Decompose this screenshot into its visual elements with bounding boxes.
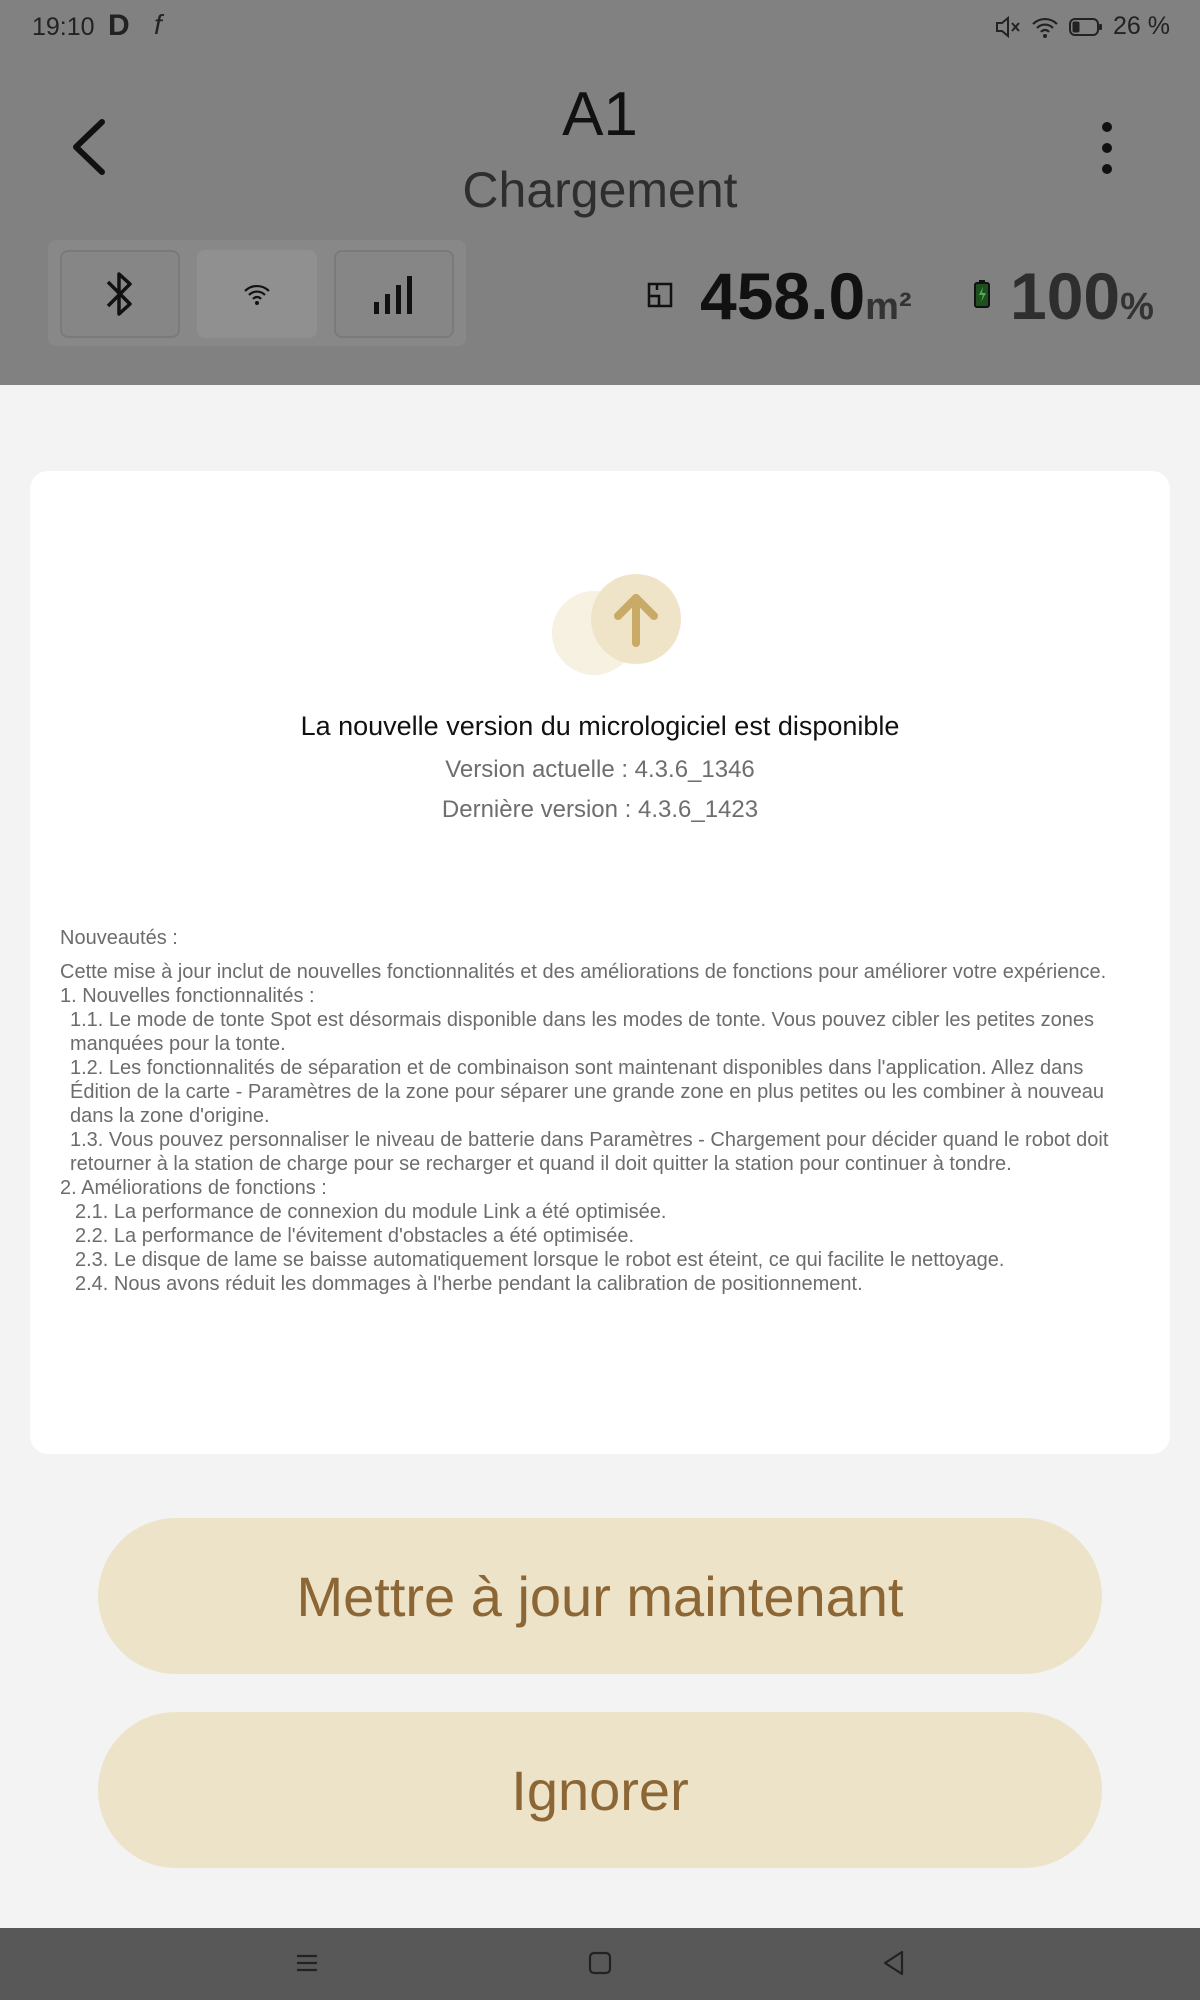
- cellular-signal-icon: [372, 274, 416, 314]
- robot-battery: [1010, 256, 1154, 347]
- battery-icon: [1069, 17, 1103, 37]
- release-note-line: 1.3. Vous pouvez personnaliser le niveau de batterie dans Paramètres - Chargement pour décider quand le robot doit retourner à la station de charge pour se recharger et quand il doit quitter la station pour continuer à tondre.: [70, 1129, 1109, 1175]
- release-note-line: 1.1. Le mode de tonte Spot est désormais disponible dans les modes de tonte. Vous pouvez cibler les petites zones manquées pour la tonte.: [70, 1009, 1094, 1055]
- release-note-line: 2.2. La performance de l'évitement d'obstacles a été optimisée.: [75, 1225, 635, 1247]
- wifi-button[interactable]: [197, 250, 317, 338]
- ignore-button[interactable]: Ignorer: [98, 1712, 1102, 1868]
- firmware-update-card: [30, 471, 1170, 1454]
- bluetooth-button[interactable]: [60, 250, 180, 338]
- release-note-line: Cette mise à jour inclut de nouvelles fonctionnalités et des améliorations de fonctions pour améliorer votre expérience.: [60, 961, 1107, 983]
- release-note-line: 1.2. Les fonctionnalités de séparation et de combinaison sont maintenant disponibles dans l'application. Allez dans Édition de la carte - Paramètres de la zone pour séparer une grande zone en plus petites ou les combiner à nouveau dans la zone d'origine.: [70, 1057, 1104, 1127]
- device-status: Chargement: [462, 162, 738, 218]
- release-note-line: 1. Nouvelles fonctionnalités :: [60, 985, 315, 1007]
- home-icon[interactable]: [588, 1946, 612, 1980]
- release-note-line: 2. Améliorations de fonctions :: [60, 1177, 327, 1199]
- area-value: 458.0: [700, 259, 866, 333]
- back-nav-icon[interactable]: [882, 1946, 906, 1980]
- mowed-area: [700, 256, 912, 347]
- wifi-icon: [1031, 15, 1059, 39]
- area-unit: m²: [865, 286, 912, 328]
- cellular-button[interactable]: [334, 250, 454, 338]
- status-time: 19:10: [32, 13, 95, 41]
- page-title: A1: [562, 80, 638, 149]
- mute-icon: [995, 15, 1021, 39]
- release-note-line: 2.3. Le disque de lame se baisse automatiquement lorsque le robot est éteint, ce qui facilite le nettoyage.: [75, 1249, 1005, 1271]
- app-notification-d-icon: D: [108, 9, 130, 42]
- battery-value: 100: [1010, 259, 1121, 333]
- update-title: La nouvelle version du micrologiciel est disponible: [300, 711, 900, 741]
- charging-battery-icon: [974, 280, 990, 308]
- connection-status-group: [48, 240, 466, 346]
- area-icon: [647, 282, 673, 308]
- wifi-icon: [242, 282, 272, 306]
- recent-apps-icon[interactable]: [295, 1946, 319, 1980]
- release-notes-heading: Nouveautés :: [60, 927, 178, 949]
- header: [0, 0, 1200, 385]
- update-now-button[interactable]: Mettre à jour maintenant: [98, 1518, 1102, 1674]
- current-version: Version actuelle : 4.3.6_1346: [445, 756, 755, 783]
- system-navigation-bar: [0, 1928, 1200, 2000]
- status-icons: [995, 12, 1170, 41]
- more-options-icon[interactable]: [1090, 118, 1124, 178]
- latest-version: Dernière version : 4.3.6_1423: [441, 796, 759, 823]
- battery-unit: %: [1120, 286, 1154, 328]
- release-notes: [60, 926, 1140, 1296]
- upload-arrow-icon: [542, 571, 682, 681]
- release-note-line: 2.1. La performance de connexion du module Link a été optimisée.: [75, 1201, 667, 1223]
- battery-percent: 26 %: [1113, 12, 1170, 40]
- release-note-line: 2.4. Nous avons réduit les dommages à l'herbe pendant la calibration de positionnement.: [75, 1273, 863, 1295]
- status-bar: [0, 0, 1200, 56]
- bluetooth-icon: [100, 266, 140, 322]
- app-notification-f-icon: f: [154, 9, 162, 40]
